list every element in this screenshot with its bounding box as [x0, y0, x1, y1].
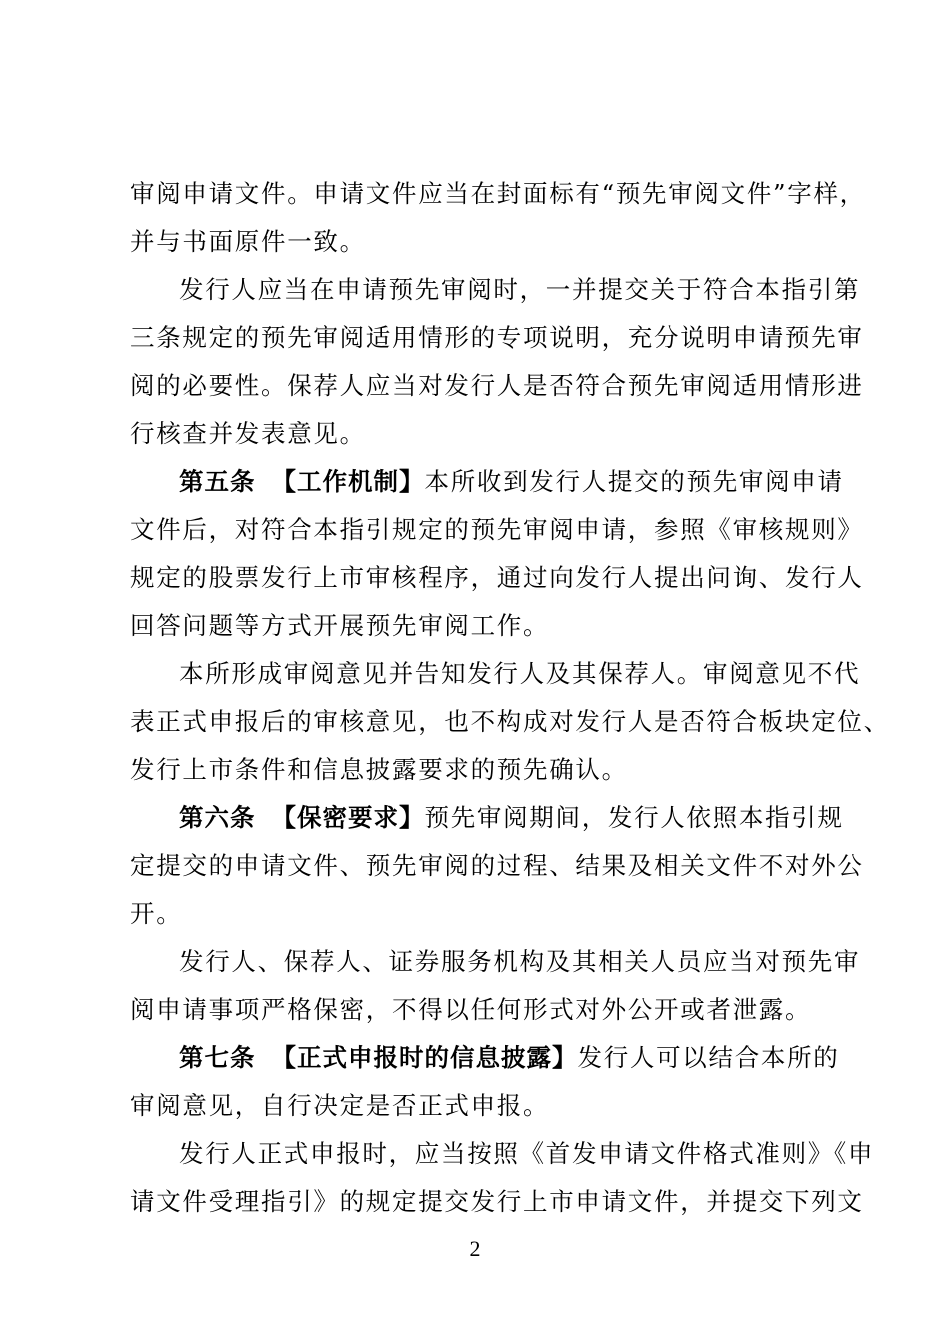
text-line-2: 并与书面原件一致。: [130, 227, 366, 256]
article-6-text: 预先审阅期间，发行人依照本指引规: [424, 803, 844, 832]
text-line-1: 审阅申请文件。申请文件应当在封面标有“预先审阅文件”字样，: [130, 179, 866, 208]
text-line-11: 本所形成审阅意见并告知发行人及其保荐人。审阅意见不代: [179, 659, 861, 688]
article-7-number: 第七条: [179, 1043, 256, 1072]
article-6-number: 第六条: [179, 803, 256, 832]
text-line-20: 审阅意见，自行决定是否正式申报。: [130, 1091, 550, 1120]
text-line-4: 三条规定的预先审阅适用情形的专项说明，充分说明申请预先审: [130, 323, 864, 352]
article-5-number: 第五条: [179, 467, 256, 496]
text-line-13: 发行上市条件和信息披露要求的预先确认。: [130, 755, 628, 784]
text-line-21: 发行人正式申报时，应当按照《首发申请文件格式准则》《申: [179, 1139, 875, 1168]
article-5-text: 本所收到发行人提交的预先审阅申请: [424, 467, 844, 496]
article-5-title: 【工作机制】: [271, 467, 425, 496]
text-line-12: 表正式申报后的审核意见，也不构成对发行人是否符合板块定位、: [130, 707, 890, 736]
article-7-title: 【正式申报时的信息披露】: [271, 1043, 578, 1072]
article-6-title: 【保密要求】: [271, 803, 425, 832]
text-line-18: 阅申请事项严格保密，不得以任何形式对外公开或者泄露。: [130, 995, 812, 1024]
text-line-8: 文件后，对符合本指引规定的预先审阅申请，参照《审核规则》: [130, 515, 864, 544]
text-line-10: 回答问题等方式开展预先审阅工作。: [130, 611, 550, 640]
article-6-first-line: [179, 803, 844, 833]
article-7-first-line: [179, 1043, 840, 1073]
article-7-text: 发行人可以结合本所的: [577, 1043, 840, 1072]
text-line-5: 阅的必要性。保荐人应当对发行人是否符合预先审阅适用情形进: [130, 371, 864, 400]
text-line-9: 规定的股票发行上市审核程序，通过向发行人提出问询、发行人: [130, 563, 864, 592]
page-number: 2: [469, 1236, 481, 1261]
text-line-17: 发行人、保荐人、证券服务机构及其相关人员应当对预先审: [179, 947, 861, 976]
text-line-16: 开。: [130, 899, 183, 928]
text-line-6: 行核查并发表意见。: [130, 419, 366, 448]
text-line-3: 发行人应当在申请预先审阅时，一并提交关于符合本指引第: [179, 275, 861, 304]
article-5-first-line: [179, 467, 844, 497]
text-line-15: 定提交的申请文件、预先审阅的过程、结果及相关文件不对外公: [130, 851, 864, 880]
text-line-22: 请文件受理指引》的规定提交发行上市申请文件，并提交下列文: [130, 1187, 864, 1216]
